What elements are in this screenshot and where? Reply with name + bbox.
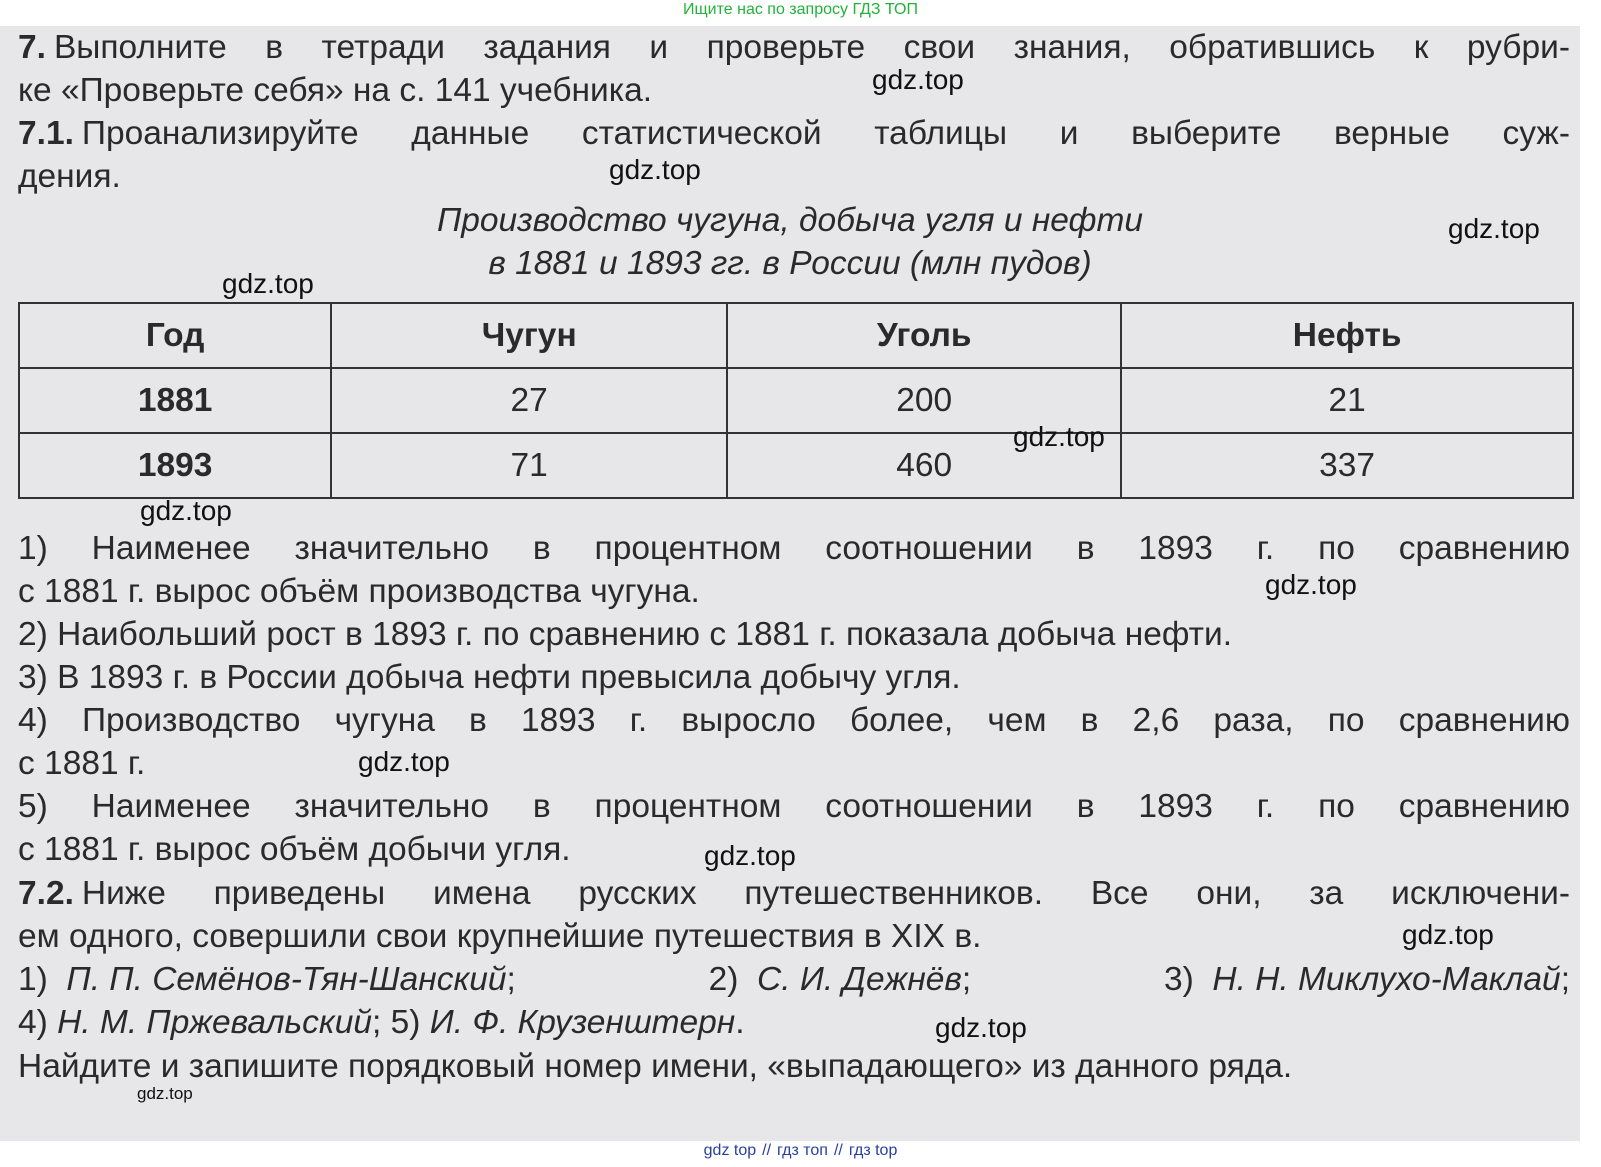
watermark: gdz.top [872,64,964,95]
header-year: Год [19,303,331,368]
header-pig-iron: Чугун [331,303,727,368]
table-row [19,368,1573,433]
statement-5-line1: 5) Наименее значительно в процентном соотношении в 1893 г. по сравнению [18,788,1570,825]
watermark: gdz.top [704,840,796,871]
task71-text-1: Проанализируйте данные статистической таблицы и выберите верные суж- [81,115,1570,152]
task72-question: Найдите и запишите порядковый номер имени, «выпадающего» из данного ряда. [18,1048,1293,1085]
bottom-banner-separator: // [833,1142,843,1159]
top-banner: Ищите нас по запросу ГДЗ ТОП [683,1,918,18]
cell-pig-iron: 71 [331,433,727,498]
task72-number: 7.2. [18,875,74,912]
cell-year: 1893 [19,433,331,498]
statement-4-line1: 4) Производство чугуна в 1893 г. выросло более, чем в 2,6 раза, по сравнению [18,702,1570,739]
name-item-5: 5) И. Ф. Крузенштерн. [390,1004,745,1041]
watermark: gdz.top [1402,919,1494,950]
bottom-banner-separator: // [762,1142,772,1159]
task71-line1 [18,114,1570,154]
task71-text-2: дения. [18,158,121,195]
name-item-4: 4) Н. М. Пржевальский; [18,1004,382,1041]
cell-coal: 460 [727,433,1121,498]
cell-oil: 337 [1121,433,1573,498]
task7-text-1: Выполните в тетради задания и проверьте свои знания, обратившись к рубри- [53,29,1570,66]
statement-4-line2: с 1881 г. [18,745,146,782]
watermark: gdz.top [140,495,232,526]
name-number-2: 2) [708,961,739,998]
task7-number: 7. [18,29,46,66]
table-caption-line2: в 1881 и 1893 гг. в России (млн пудов) [488,245,1092,282]
names-line2 [18,1003,1570,1043]
header-coal: Уголь [727,303,1121,368]
cell-year: 1881 [19,368,331,433]
task7-line2 [18,71,1570,111]
task7-line1 [18,28,1570,68]
task7-text-2: ке «Проверьте себя» на с. 141 учебника. [18,72,653,109]
name-5: И. Ф. Крузенштерн [429,1004,736,1041]
statement-1-line2: с 1881 г. вырос объём производства чугуна. [18,573,700,610]
name-3: Н. Н. Миклухо-Маклай [1212,961,1561,998]
table-row [19,433,1573,498]
cell-oil: 21 [1121,368,1573,433]
bottom-banner-item-2[interactable]: гдз топ [777,1142,828,1159]
textbook-page [0,26,1580,1141]
watermark: gdz.top [358,746,450,777]
task72-line1 [18,874,1570,914]
watermark: gdz.top [222,268,314,299]
task71-number: 7.1. [18,115,74,152]
name-1: П. П. Семёнов-Тян-Шанский [66,961,507,998]
name-number-3: 3) [1163,961,1194,998]
watermark: gdz.top [137,1084,193,1103]
names-line1 [18,960,1570,1000]
task72-line2: ем одного, совершили свои крупнейшие путешествия в XIX в. [18,918,982,955]
statement-5-line2: с 1881 г. вырос объём добычи угля. [18,831,571,868]
name-4: Н. М. Пржевальский [57,1004,372,1041]
statement-2: 2) Наибольший рост в 1893 г. по сравнению с 1881 г. показала добыча нефти. [18,616,1233,653]
name-number-4: 4) [18,1004,48,1041]
table-caption-line1: Производство чугуна, добыча угля и нефти [436,202,1144,239]
statistics-table [18,302,1574,499]
cell-pig-iron: 27 [331,368,727,433]
name-item-2: 2) С. И. Дежнёв; [708,961,972,998]
task71-line2 [18,157,1570,197]
watermark: gdz.top [609,154,701,185]
header-oil: Нефть [1121,303,1573,368]
cell-coal: 200 [727,368,1121,433]
bottom-banner-item-3[interactable]: гдз top [848,1142,898,1159]
watermark: gdz.top [1265,569,1357,600]
statement-3: 3) В 1893 г. в России добыча нефти превысила добычу угля. [18,659,961,696]
watermark: gdz.top [935,1012,1027,1043]
bottom-banner [0,1142,1601,1160]
table-header-row [19,303,1573,368]
task72-text-1: Ниже приведены имена русских путешественников. Все они, за исключени- [81,875,1570,912]
name-item-3: 3) Н. Н. Миклухо-Маклай; [1163,961,1570,998]
name-number-5: 5) [390,1004,421,1041]
name-number-1: 1) [18,961,48,998]
watermark: gdz.top [1448,213,1540,244]
watermark: gdz.top [1013,421,1105,452]
statement-1-line1: 1) Наименее значительно в процентном соотношении в 1893 г. по сравнению [18,530,1570,567]
bottom-banner-item-1[interactable]: gdz top [703,1142,757,1159]
name-item-1: 1) П. П. Семёнов-Тян-Шанский; [18,961,516,998]
name-2: С. И. Дежнёв [757,961,962,998]
